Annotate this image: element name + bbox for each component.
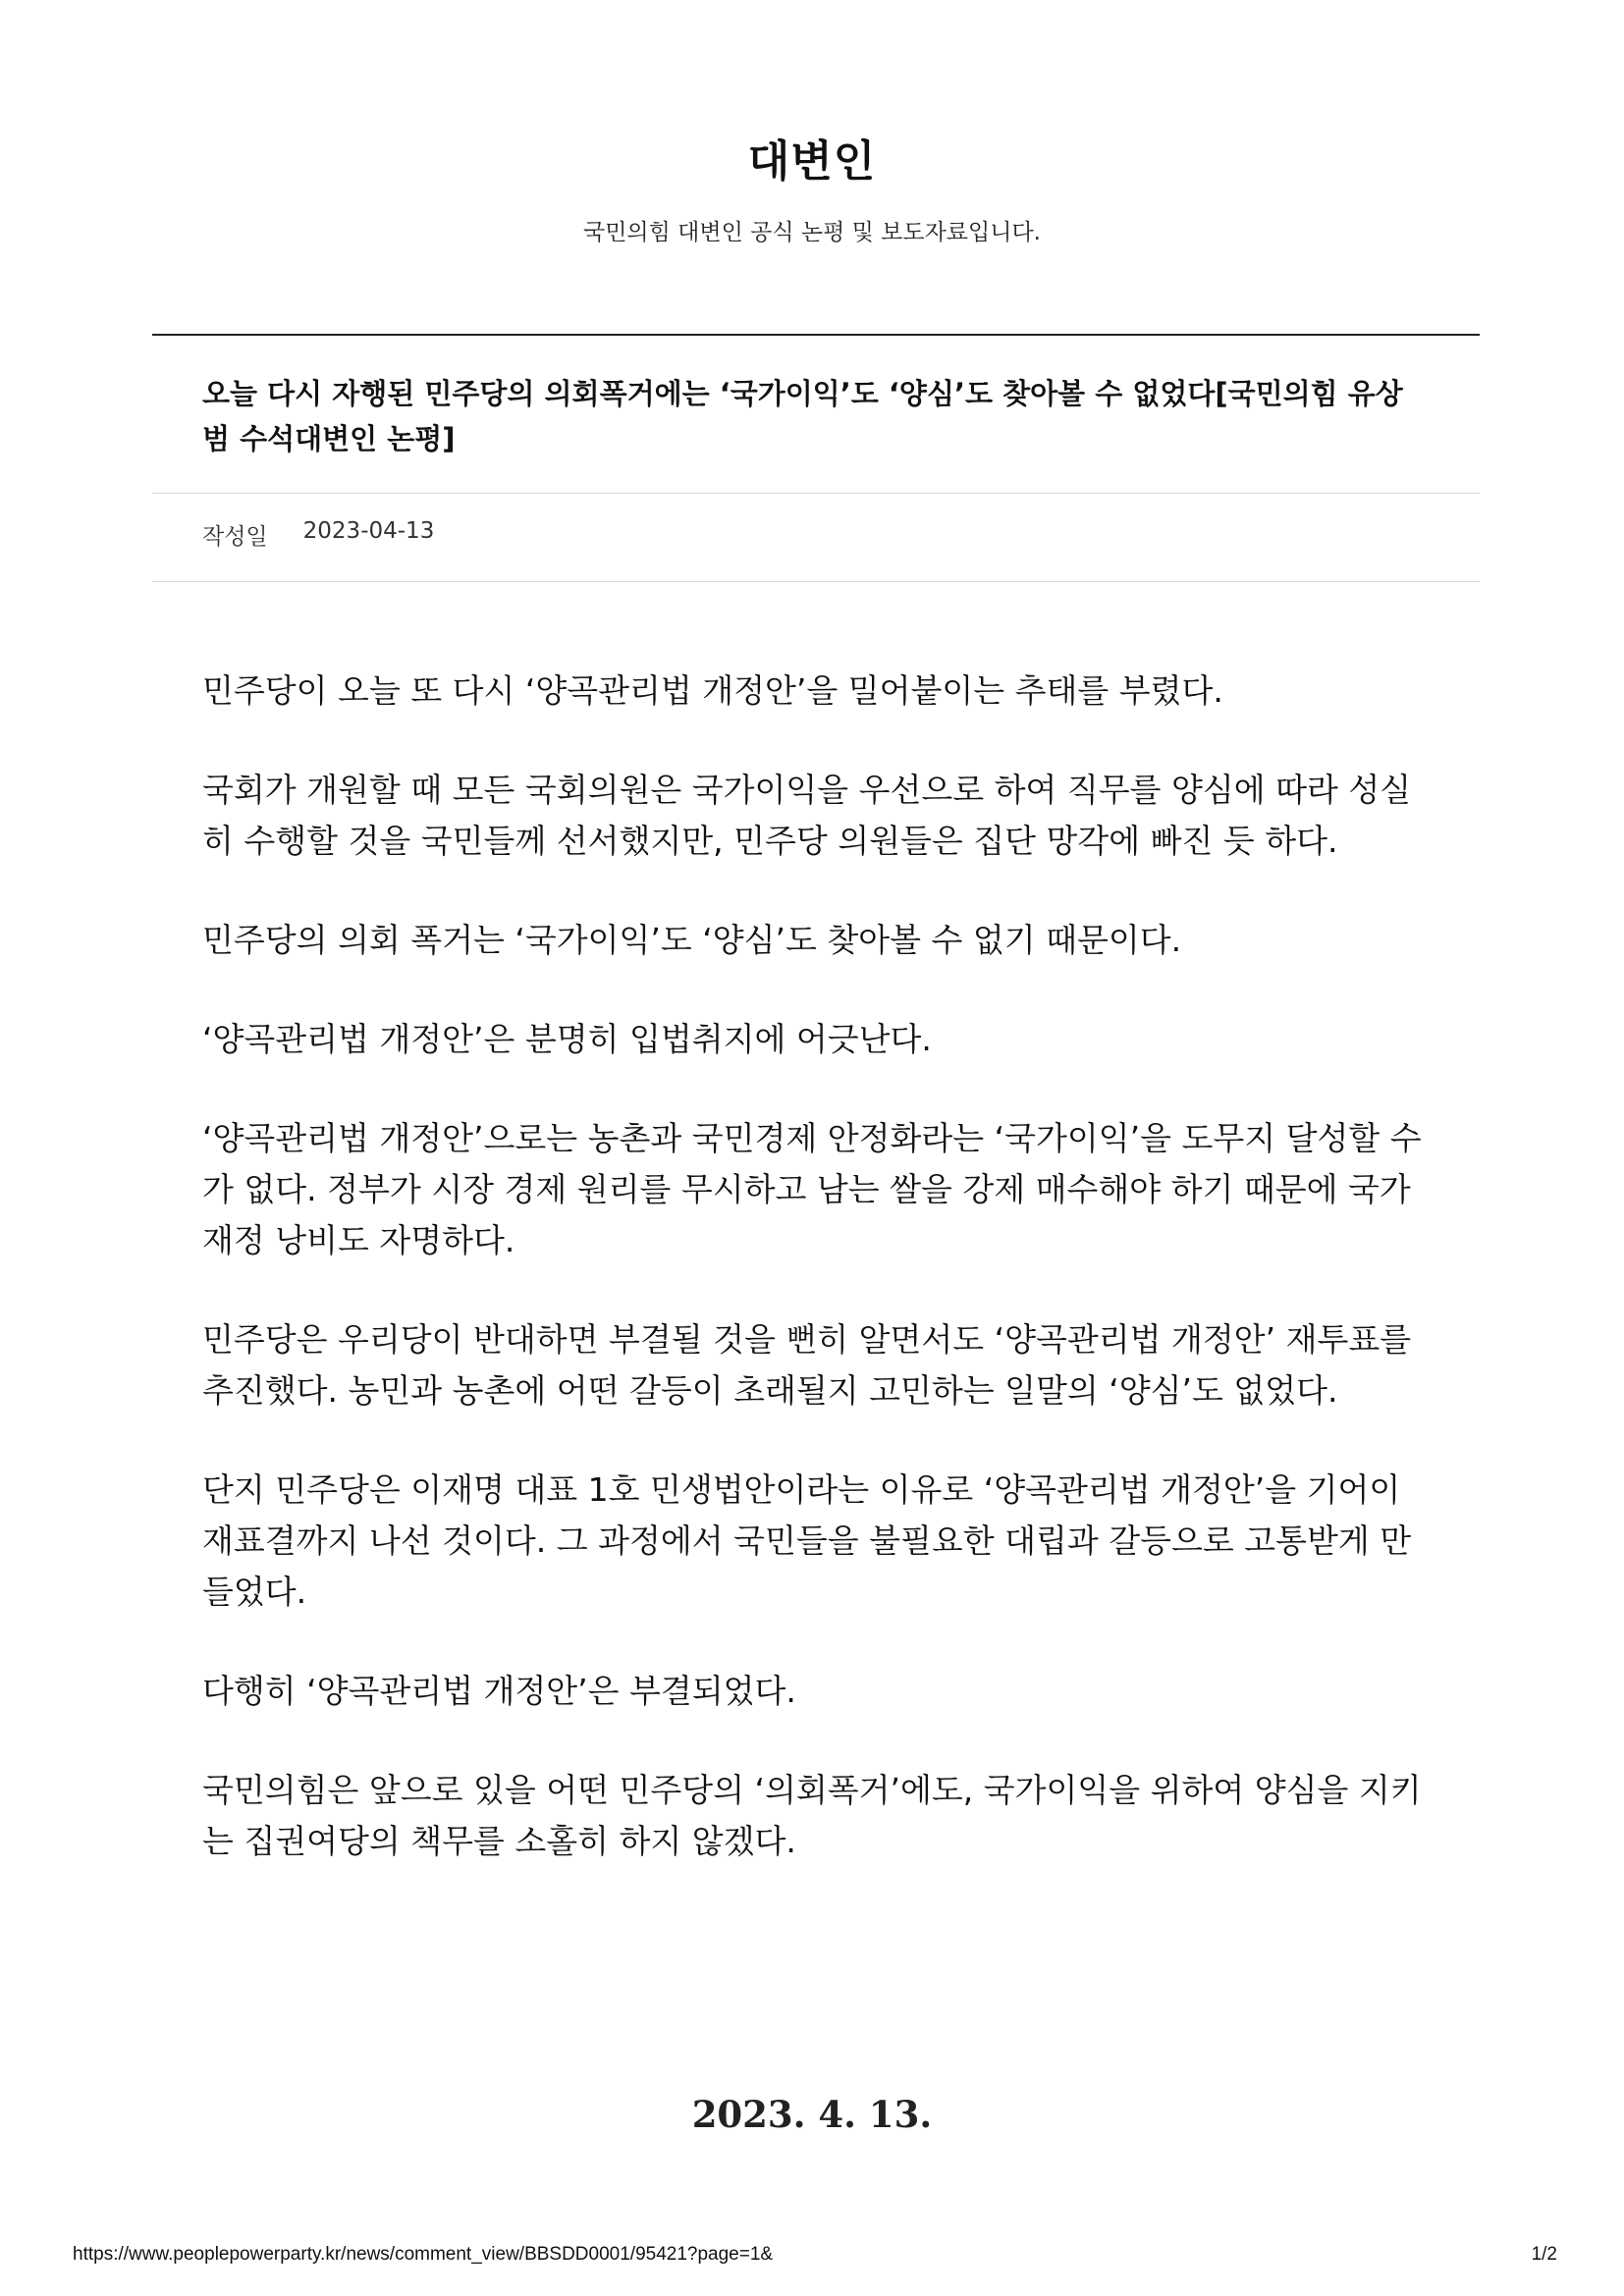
section-description: 국민의힘 대변인 공식 논평 및 보도자료입니다.: [582, 220, 1041, 245]
title-divider: [152, 493, 1480, 494]
footer-url[interactable]: https://www.peoplepowerparty.kr/news/comment_view/BBSDD0001/95421?page=1&: [73, 2244, 774, 2265]
header-divider: [152, 334, 1480, 336]
body-paragraph: ‘양곡관리법 개정안’으로는 농촌과 국민경제 안정화라는 ‘국가이익’을 도무지 달성할 수가 없다. 정부가 시장 경제 원리를 무시하고 남는 쌀을 강제 매수해야 하기 때문에 국가 재정 낭비도 자명하다.: [202, 1119, 1422, 1259]
meta-date: 2023-04-13: [302, 518, 435, 544]
body-paragraph: ‘양곡관리법 개정안’은 분명히 입법취지에 어긋난다.: [202, 1020, 932, 1058]
body-paragraph: 민주당이 오늘 또 다시 ‘양곡관리법 개정안’을 밀어붙이는 추태를 부렸다.: [202, 671, 1223, 710]
post-meta: [202, 518, 434, 551]
meta-label: 작성일: [202, 524, 268, 550]
body-paragraph: 단지 민주당은 이재명 대표 1호 민생법안이라는 이유로 ‘양곡관리법 개정안’을 기어이 재표결까지 나선 것이다. 그 과정에서 국민들을 불필요한 대립과 갈등으로 고통받게 만들었다.: [202, 1470, 1412, 1611]
meta-divider: [152, 581, 1480, 582]
page-indicator: 1/2: [1531, 2244, 1557, 2265]
body-paragraph: 민주당의 의회 폭거는 ‘국가이익’도 ‘양심’도 찾아볼 수 없기 때문이다.: [202, 921, 1182, 959]
closing-date: 2023. 4. 13.: [691, 2093, 933, 2136]
body-paragraph: 다행히 ‘양곡관리법 개정안’은 부결되었다.: [202, 1672, 796, 1710]
post-body: [202, 666, 1439, 1915]
body-paragraph: 민주당은 우리당이 반대하면 부결될 것을 뻔히 알면서도 ‘양곡관리법 개정안’ 재투표를 추진했다. 농민과 농촌에 어떤 갈등이 초래될지 고민하는 일말의 ‘양심’도 없었다.: [202, 1320, 1412, 1410]
body-paragraph: 국회가 개원할 때 모든 국회의원은 국가이익을 우선으로 하여 직무를 양심에 따라 성실히 수행할 것을 국민들께 선서했지만, 민주당 의원들은 집단 망각에 빠진 듯 하다.: [202, 771, 1412, 860]
section-title: 대변인: [747, 136, 877, 187]
body-paragraph: 국민의힘은 앞으로 있을 어떤 민주당의 ‘의회폭거’에도, 국가이익을 위하여 양심을 지키는 집권여당의 책무를 소홀히 하지 않겠다.: [202, 1771, 1422, 1860]
post-title: 오늘 다시 자행된 민주당의 의회폭거에는 ‘국가이익’도 ‘양심’도 찾아볼 수 없었다[국민의힘 유상범 수석대변인 논평]: [202, 377, 1403, 455]
